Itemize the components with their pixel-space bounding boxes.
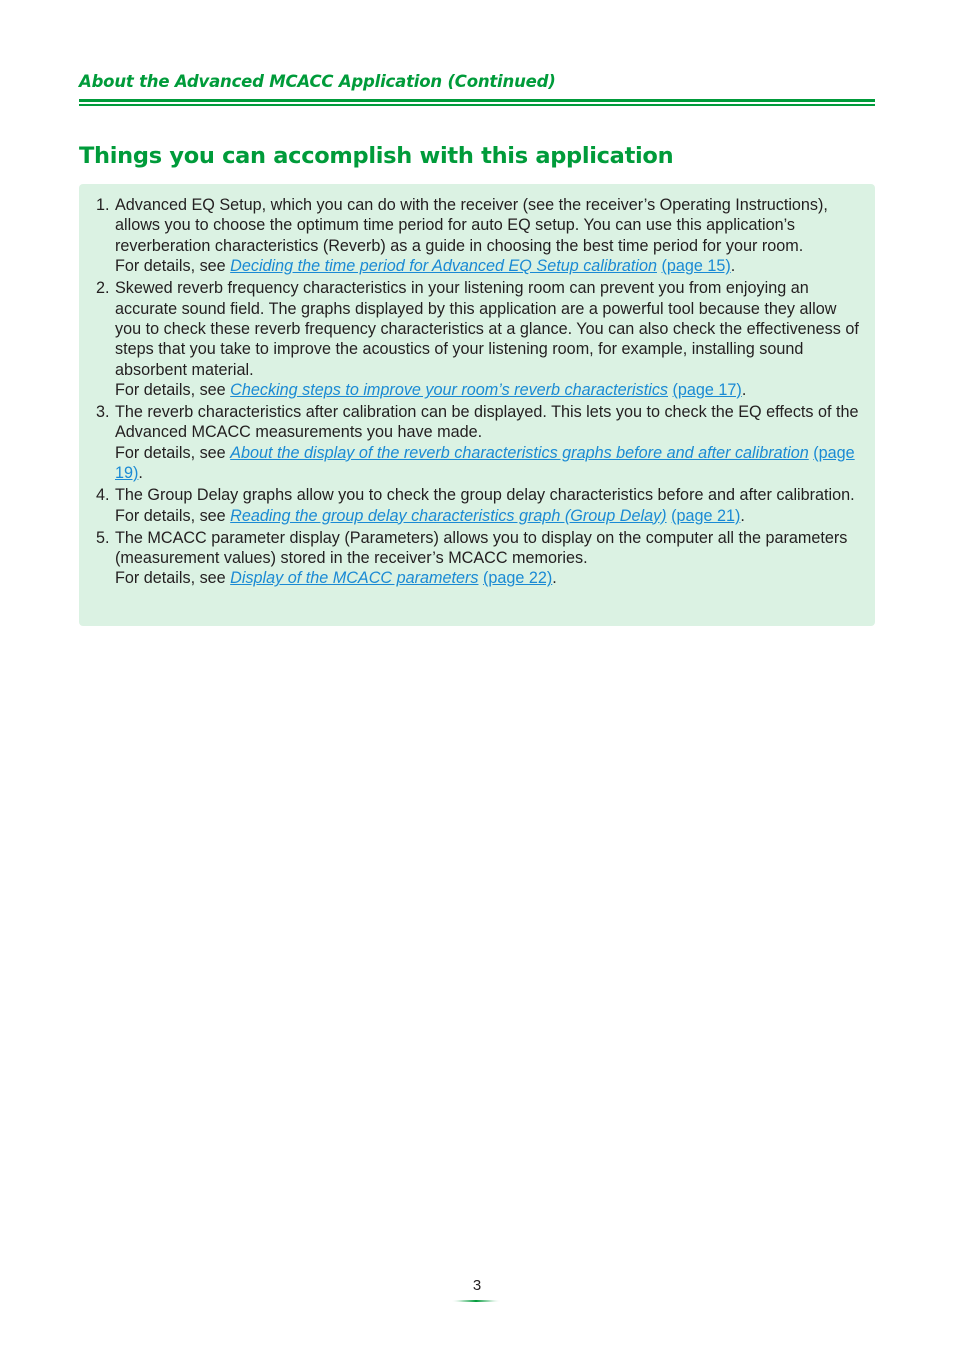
details-prefix: For details, see	[115, 569, 231, 588]
section-title: Things you can accomplish with this application	[79, 143, 674, 169]
details-suffix: .	[730, 257, 736, 276]
item-text: The MCACC parameter display (Parameters) allows you to display on the computer all the parameters (measurement values) stored in the receiver’s MCACC memories.	[115, 528, 848, 567]
item-text: Advanced EQ Setup, which you can do with the receiver (see the receiver’s Operating Instructions), allows you to choose the optimum time period for auto EQ setup. You can use this application’s reverberation characteristics (Reverb) as a guide in choosing the best time period for your room.	[115, 196, 828, 255]
page-number-swoosh	[451, 1299, 501, 1303]
details-suffix: .	[740, 506, 745, 525]
link-group-delay-graph[interactable]: Reading the group delay characteristics graph (Group Delay)	[230, 506, 667, 525]
link-page-15[interactable]: (page 15)	[661, 257, 731, 276]
feature-list	[79, 195, 859, 590]
list-item	[79, 485, 859, 526]
item-text: Skewed reverb frequency characteristics in your listening room can prevent you from enjoying an accurate sound field. The graphs displayed by this application are a powerful tool because they allow you to check these reverb frequency characteristics at a glance. You can also check the effectiveness of steps that you take to improve the acoustics of your listening room, for example, installing sound absorbent material.	[115, 279, 859, 379]
details-suffix: .	[552, 569, 557, 588]
link-page-22[interactable]: (page 22)	[482, 569, 553, 588]
link-reverb-graphs-display[interactable]: About the display of the reverb characteristics graphs before and after calibration	[230, 443, 809, 462]
details-prefix: For details, see	[115, 257, 231, 276]
feature-list-box	[79, 184, 875, 626]
link-page-17[interactable]: (page 17)	[672, 381, 742, 400]
running-header: About the Advanced MCACC Application (Continued)	[79, 72, 556, 91]
item-number: 4.	[96, 486, 110, 505]
link-checking-reverb-steps[interactable]: Checking steps to improve your room’s reverb characteristics	[230, 381, 669, 400]
item-number: 5.	[96, 528, 110, 547]
item-number: 3.	[96, 403, 110, 422]
details-prefix: For details, see	[115, 443, 231, 462]
item-text: The reverb characteristics after calibration can be displayed. This lets you to check the EQ effects of the Advanced MCACC measurements you have made.	[115, 403, 859, 442]
list-item	[79, 402, 859, 484]
details-suffix: .	[741, 381, 747, 400]
details-prefix: For details, see	[115, 381, 231, 400]
page-number: 3	[472, 1277, 482, 1294]
details-suffix: .	[138, 464, 143, 483]
link-mcacc-parameters[interactable]: Display of the MCACC parameters	[230, 569, 479, 588]
link-page-19[interactable]: (page 19)	[115, 443, 855, 483]
list-item	[79, 278, 859, 400]
item-text: The Group Delay graphs allow you to check the group delay characteristics before and after calibration.	[115, 486, 855, 505]
link-page-21[interactable]: (page 21)	[671, 506, 741, 525]
details-prefix: For details, see	[115, 506, 231, 525]
header-rule-thin	[79, 104, 875, 106]
list-item	[79, 528, 859, 589]
list-item	[79, 195, 859, 277]
link-advanced-eq-time-period[interactable]: Deciding the time period for Advanced EQ Setup calibration	[230, 257, 657, 276]
header-rule-thick	[79, 99, 875, 102]
item-number: 2.	[96, 279, 110, 298]
item-number: 1.	[96, 196, 110, 214]
